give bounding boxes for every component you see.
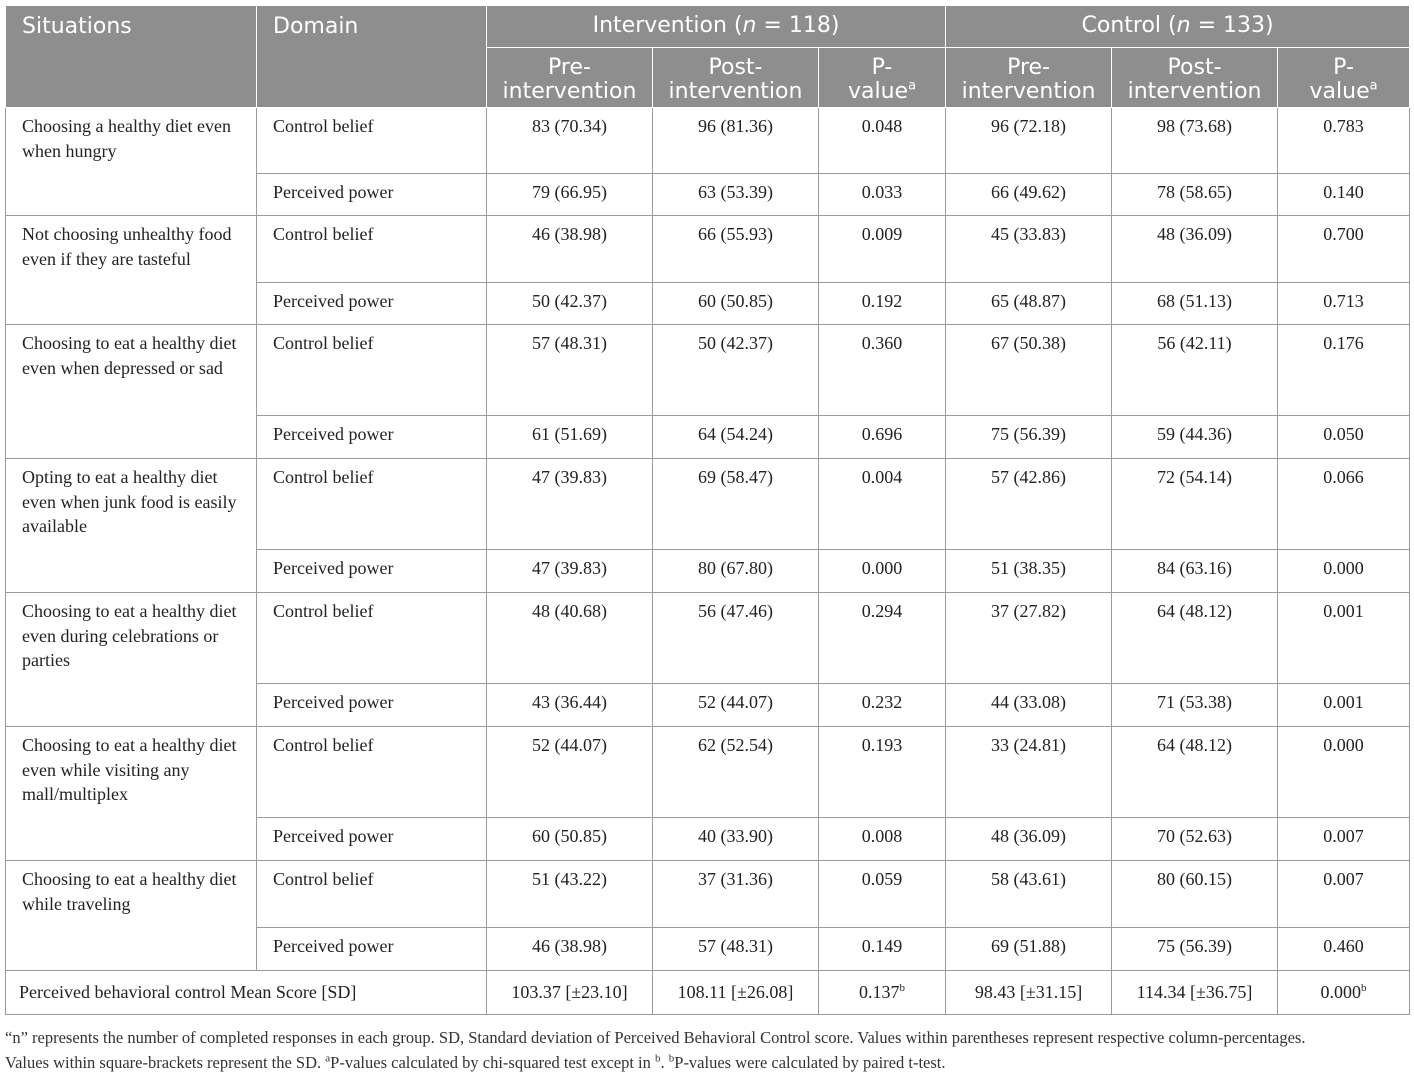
value-cell: 0.360 <box>819 325 946 416</box>
header-control-label: Control ( <box>1081 13 1177 38</box>
value-cell: 0.007 <box>1278 861 1410 928</box>
value-cell: 75 (56.39) <box>946 416 1112 459</box>
value-cell: 0.066 <box>1278 459 1410 550</box>
domain-cell: Perceived power <box>257 416 487 459</box>
header-int-post <box>653 48 819 108</box>
value-cell: 70 (52.63) <box>1112 818 1278 861</box>
value-cell: 0.008 <box>819 818 946 861</box>
table-row <box>6 108 1410 174</box>
header-text: P- <box>1333 55 1354 80</box>
header-intervention <box>487 6 946 48</box>
domain-cell: Perceived power <box>257 818 487 861</box>
value-cell: 0.004 <box>819 459 946 550</box>
value-cell: 47 (39.83) <box>487 550 653 593</box>
value-cell: 47 (39.83) <box>487 459 653 550</box>
header-text: Post- <box>708 55 763 80</box>
value-cell: 60 (50.85) <box>653 283 819 325</box>
domain-cell: Perceived power <box>257 283 487 325</box>
table-row <box>6 325 1410 416</box>
table-row <box>6 459 1410 550</box>
results-table-container <box>5 5 1409 1015</box>
domain-cell: Control belief <box>257 459 487 550</box>
value-cell: 66 (49.62) <box>946 174 1112 216</box>
table-notes <box>5 1025 1409 1075</box>
value-cell: 48 (40.68) <box>487 593 653 684</box>
header-text: Post- <box>1167 55 1222 80</box>
value-cell: 45 (33.83) <box>946 216 1112 283</box>
value-cell: 61 (51.69) <box>487 416 653 459</box>
header-intervention-n: n <box>742 13 757 38</box>
value-cell: 84 (63.16) <box>1112 550 1278 593</box>
value-cell: 56 (42.11) <box>1112 325 1278 416</box>
value-cell: 75 (56.39) <box>1112 928 1278 971</box>
value-cell: 37 (31.36) <box>653 861 819 928</box>
header-control <box>946 6 1410 48</box>
results-table <box>5 5 1410 1015</box>
value-cell: 66 (55.93) <box>653 216 819 283</box>
value-cell: 44 (33.08) <box>946 684 1112 727</box>
table-row <box>6 727 1410 818</box>
summary-int-pvalue <box>819 971 946 1015</box>
domain-cell: Control belief <box>257 325 487 416</box>
header-text: intervention <box>1127 79 1262 104</box>
summary-row <box>6 971 1410 1015</box>
footnote-marker: b <box>655 1052 661 1065</box>
domain-cell: Control belief <box>257 216 487 283</box>
header-text: intervention <box>502 79 637 104</box>
notes-text: Values within square-brackets represent the SD. <box>5 1053 326 1072</box>
footnote-marker: a <box>1369 78 1378 94</box>
pvalue-text: 0.000 <box>1320 982 1362 1003</box>
header-text: value <box>1309 79 1370 104</box>
value-cell: 0.700 <box>1278 216 1410 283</box>
header-text: Pre- <box>548 55 591 80</box>
value-cell: 68 (51.13) <box>1112 283 1278 325</box>
value-cell: 0.460 <box>1278 928 1410 971</box>
value-cell: 48 (36.09) <box>1112 216 1278 283</box>
value-cell: 71 (53.38) <box>1112 684 1278 727</box>
value-cell: 0.048 <box>819 108 946 174</box>
value-cell: 0.696 <box>819 416 946 459</box>
situation-cell: Choosing to eat a healthy diet even during celebrations or parties <box>6 593 257 727</box>
value-cell: 0.149 <box>819 928 946 971</box>
domain-cell: Perceived power <box>257 174 487 216</box>
table-row <box>6 861 1410 928</box>
header-ctl-pre <box>946 48 1112 108</box>
table-row <box>6 593 1410 684</box>
value-cell: 64 (48.12) <box>1112 593 1278 684</box>
value-cell: 57 (42.86) <box>946 459 1112 550</box>
header-control-count: = 133) <box>1190 13 1274 38</box>
value-cell: 52 (44.07) <box>487 727 653 818</box>
value-cell: 40 (33.90) <box>653 818 819 861</box>
value-cell: 98 (73.68) <box>1112 108 1278 174</box>
header-domain: Domain <box>257 6 487 108</box>
value-cell: 80 (60.15) <box>1112 861 1278 928</box>
header-ctl-post <box>1112 48 1278 108</box>
value-cell: 0.000 <box>819 550 946 593</box>
value-cell: 0.059 <box>819 861 946 928</box>
value-cell: 56 (47.46) <box>653 593 819 684</box>
value-cell: 96 (72.18) <box>946 108 1112 174</box>
footnote-marker: b <box>899 982 906 995</box>
value-cell: 50 (42.37) <box>653 325 819 416</box>
value-cell: 52 (44.07) <box>653 684 819 727</box>
value-cell: 50 (42.37) <box>487 283 653 325</box>
value-cell: 64 (48.12) <box>1112 727 1278 818</box>
value-cell: 0.176 <box>1278 325 1410 416</box>
header-ctl-pvalue <box>1278 48 1410 108</box>
table-row <box>6 216 1410 283</box>
value-cell: 46 (38.98) <box>487 216 653 283</box>
footnote-marker: b <box>668 1052 675 1065</box>
header-intervention-count: = 118) <box>756 13 840 38</box>
value-cell: 67 (50.38) <box>946 325 1112 416</box>
header-int-pvalue <box>819 48 946 108</box>
pvalue-text: 0.137 <box>859 982 900 1003</box>
notes-text: P-values were calculated by paired t-test. <box>674 1053 946 1072</box>
value-cell: 0.001 <box>1278 684 1410 727</box>
header-text: value <box>847 79 909 104</box>
situation-cell: Opting to eat a healthy diet even when junk food is easily available <box>6 459 257 593</box>
value-cell: 64 (54.24) <box>653 416 819 459</box>
header-text: Pre- <box>1007 55 1050 80</box>
value-cell: 48 (36.09) <box>946 818 1112 861</box>
footnote-marker: a <box>325 1052 331 1065</box>
footnote-marker: a <box>908 78 917 94</box>
situation-cell: Choosing a healthy diet even when hungry <box>6 108 257 216</box>
value-cell: 0.033 <box>819 174 946 216</box>
value-cell: 0.007 <box>1278 818 1410 861</box>
domain-cell: Perceived power <box>257 928 487 971</box>
domain-cell: Control belief <box>257 861 487 928</box>
value-cell: 80 (67.80) <box>653 550 819 593</box>
summary-ctl-pre: 98.43 [±31.15] <box>946 971 1112 1015</box>
situation-cell: Choosing to eat a healthy diet while traveling <box>6 861 257 971</box>
header-text: intervention <box>961 79 1096 104</box>
value-cell: 0.713 <box>1278 283 1410 325</box>
value-cell: 0.001 <box>1278 593 1410 684</box>
notes-line-2 <box>5 1050 1409 1075</box>
value-cell: 72 (54.14) <box>1112 459 1278 550</box>
value-cell: 57 (48.31) <box>653 928 819 971</box>
notes-line-1: “n” represents the number of completed responses in each group. SD, Standard deviation of Perceived Behavioral Control score. Values within parentheses represent respective column-percentages. <box>5 1028 1306 1047</box>
value-cell: 0.000 <box>1278 550 1410 593</box>
header-row-1 <box>6 6 1410 48</box>
header-text: P- <box>871 55 893 80</box>
notes-text: P-values calculated by chi-squared test except in <box>330 1053 656 1072</box>
value-cell: 59 (44.36) <box>1112 416 1278 459</box>
footnote-marker: b <box>1361 982 1367 995</box>
domain-cell: Control belief <box>257 108 487 174</box>
domain-cell: Perceived power <box>257 684 487 727</box>
value-cell: 58 (43.61) <box>946 861 1112 928</box>
value-cell: 83 (70.34) <box>487 108 653 174</box>
value-cell: 37 (27.82) <box>946 593 1112 684</box>
value-cell: 65 (48.87) <box>946 283 1112 325</box>
value-cell: 0.294 <box>819 593 946 684</box>
notes-text: . <box>660 1053 669 1072</box>
summary-int-post: 108.11 [±26.08] <box>653 971 819 1015</box>
header-control-n: n <box>1176 13 1191 38</box>
value-cell: 63 (53.39) <box>653 174 819 216</box>
situation-cell: Not choosing unhealthy food even if they are tasteful <box>6 216 257 325</box>
value-cell: 33 (24.81) <box>946 727 1112 818</box>
value-cell: 0.232 <box>819 684 946 727</box>
value-cell: 0.009 <box>819 216 946 283</box>
domain-cell: Control belief <box>257 593 487 684</box>
value-cell: 0.783 <box>1278 108 1410 174</box>
domain-cell: Control belief <box>257 727 487 818</box>
summary-label: Perceived behavioral control Mean Score [SD] <box>6 971 487 1015</box>
summary-int-pre: 103.37 [±23.10] <box>487 971 653 1015</box>
value-cell: 0.050 <box>1278 416 1410 459</box>
value-cell: 0.193 <box>819 727 946 818</box>
value-cell: 96 (81.36) <box>653 108 819 174</box>
value-cell: 51 (38.35) <box>946 550 1112 593</box>
value-cell: 51 (43.22) <box>487 861 653 928</box>
situation-cell: Choosing to eat a healthy diet even when depressed or sad <box>6 325 257 459</box>
value-cell: 69 (58.47) <box>653 459 819 550</box>
summary-ctl-post: 114.34 [±36.75] <box>1112 971 1278 1015</box>
value-cell: 0.000 <box>1278 727 1410 818</box>
header-text: intervention <box>668 79 803 104</box>
header-situations: Situations <box>6 6 257 108</box>
header-intervention-label: Intervention ( <box>592 13 743 38</box>
domain-cell: Perceived power <box>257 550 487 593</box>
header-int-pre <box>487 48 653 108</box>
value-cell: 78 (58.65) <box>1112 174 1278 216</box>
situation-cell: Choosing to eat a healthy diet even while visiting any mall/multiplex <box>6 727 257 861</box>
value-cell: 57 (48.31) <box>487 325 653 416</box>
value-cell: 0.140 <box>1278 174 1410 216</box>
value-cell: 60 (50.85) <box>487 818 653 861</box>
value-cell: 62 (52.54) <box>653 727 819 818</box>
value-cell: 43 (36.44) <box>487 684 653 727</box>
value-cell: 46 (38.98) <box>487 928 653 971</box>
summary-ctl-pvalue <box>1278 971 1410 1015</box>
value-cell: 79 (66.95) <box>487 174 653 216</box>
value-cell: 0.192 <box>819 283 946 325</box>
value-cell: 69 (51.88) <box>946 928 1112 971</box>
